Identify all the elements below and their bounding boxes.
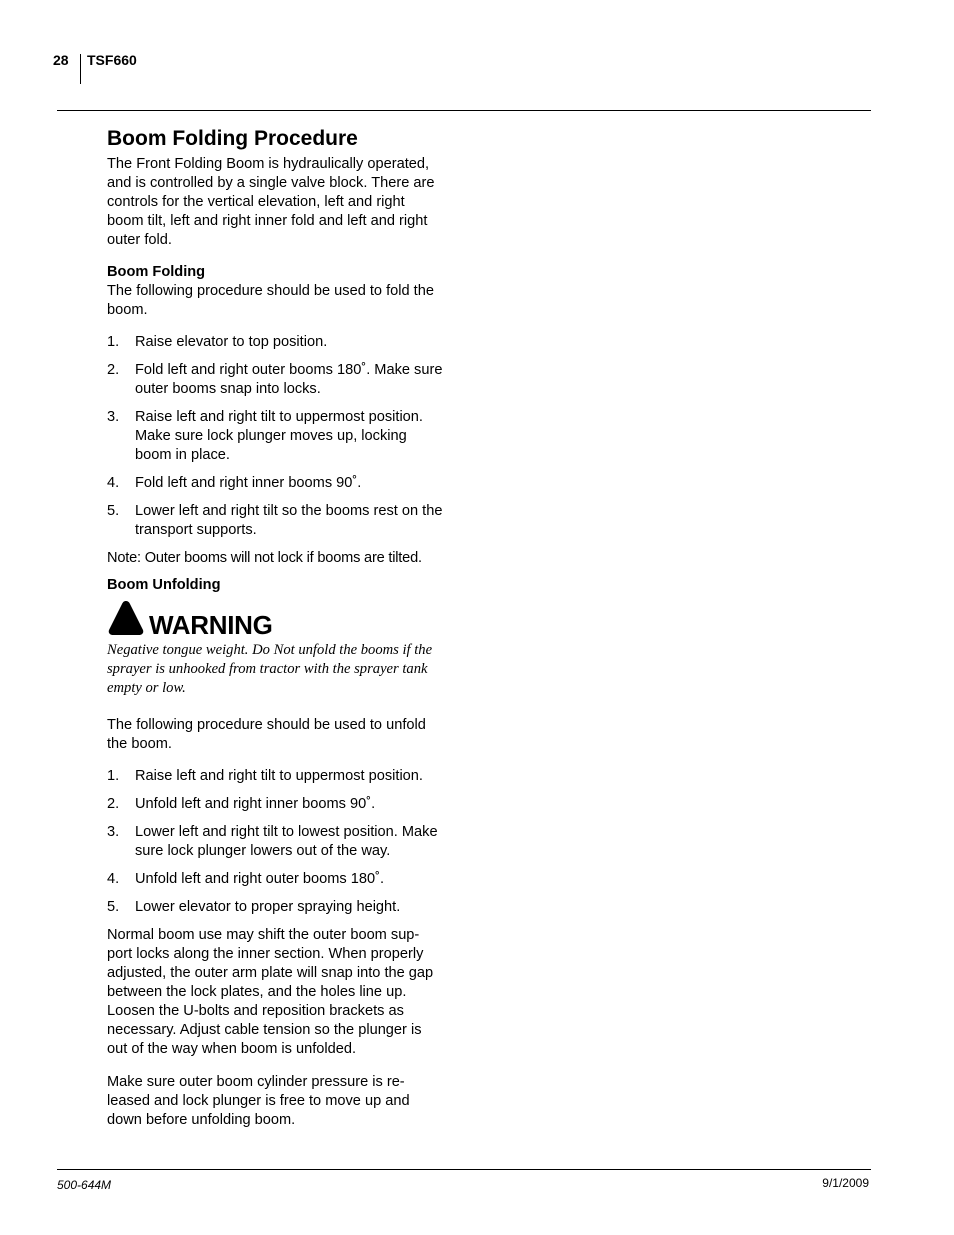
pressure-paragraph: Make sure outer boom cylinder pressure is re-leased and lock plunger is free to move up and down before unfolding boom. <box>107 1074 410 1128</box>
step-text: Lower left and right tilt so the booms rest on the transport supports. <box>135 503 443 538</box>
folding-steps <box>107 333 443 540</box>
publication-date: 9/1/2009 <box>822 1176 869 1190</box>
list-item <box>107 795 443 814</box>
part-number: 500-644M <box>57 1178 112 1192</box>
list-item <box>107 767 443 786</box>
document-model: TSF660 <box>87 52 137 68</box>
step-number: 3. <box>107 409 120 425</box>
list-item <box>107 361 443 399</box>
list-item <box>107 408 443 465</box>
list-item <box>107 502 443 540</box>
main-column <box>107 125 443 1130</box>
step-number: 2. <box>107 796 120 812</box>
warning-header <box>107 601 443 641</box>
step-number: 2. <box>107 362 120 378</box>
header-divider <box>80 54 81 84</box>
top-rule <box>57 110 871 111</box>
list-item <box>107 870 443 889</box>
bottom-rule <box>57 1169 871 1170</box>
step-text: Unfold left and right outer booms 180˚. <box>135 871 385 887</box>
folding-heading: Boom Folding <box>107 264 206 280</box>
list-item <box>107 333 443 352</box>
step-number: 5. <box>107 503 120 519</box>
adjustment-paragraph: Normal boom use may shift the outer boom sup-port locks along the inner section. When properly adjusted, the outer arm plate will snap into the gap between the lock plates, and the holes line up. Loosen the U-bolts and reposition brackets as necessary. Adjust cable tension so the plunger is out of the way when boom is unfolded. <box>107 927 434 1057</box>
unfolding-intro: The following procedure should be used to unfold the boom. <box>107 717 426 752</box>
folding-intro: The following procedure should be used to fold the boom. <box>107 283 434 318</box>
folding-note: Note: Outer booms will not lock if booms are tilted. <box>107 550 422 566</box>
step-number: 1. <box>107 768 120 784</box>
step-text: Fold left and right inner booms 90˚. <box>135 475 362 491</box>
step-number: 3. <box>107 824 120 840</box>
step-text: Lower elevator to proper spraying height. <box>135 899 401 915</box>
step-text: Raise left and right tilt to uppermost position. <box>135 768 423 784</box>
warning-text: Negative tongue weight. Do Not unfold the booms if the sprayer is unhooked from tractor with the sprayer tank empty or low. <box>107 642 433 696</box>
warning-triangle-icon <box>107 599 145 643</box>
step-number: 1. <box>107 334 120 350</box>
step-text: Raise elevator to top position. <box>135 334 328 350</box>
step-text: Raise left and right tilt to uppermost position. Make sure lock plunger moves up, locking boom in place. <box>135 409 423 463</box>
section-intro: The Front Folding Boom is hydraulically operated, and is controlled by a single valve block. There are controls for the vertical elevation, left and right boom tilt, left and right inner fold and left and right outer fold. <box>107 156 435 248</box>
step-number: 4. <box>107 871 120 887</box>
step-text: Lower left and right tilt to lowest position. Make sure lock plunger lowers out of the way. <box>135 824 438 859</box>
warning-title: WARNING <box>149 609 273 640</box>
step-number: 4. <box>107 475 120 491</box>
list-item <box>107 823 443 861</box>
step-text: Fold left and right outer booms 180˚. Make sure outer booms snap into locks. <box>135 362 443 397</box>
list-item <box>107 898 443 917</box>
page-number: 28 <box>53 52 69 68</box>
list-item <box>107 474 443 493</box>
unfolding-heading: Boom Unfolding <box>107 577 221 593</box>
step-text: Unfold left and right inner booms 90˚. <box>135 796 376 812</box>
section-title: Boom Folding Procedure <box>107 127 358 150</box>
step-number: 5. <box>107 899 120 915</box>
unfolding-steps <box>107 767 443 917</box>
